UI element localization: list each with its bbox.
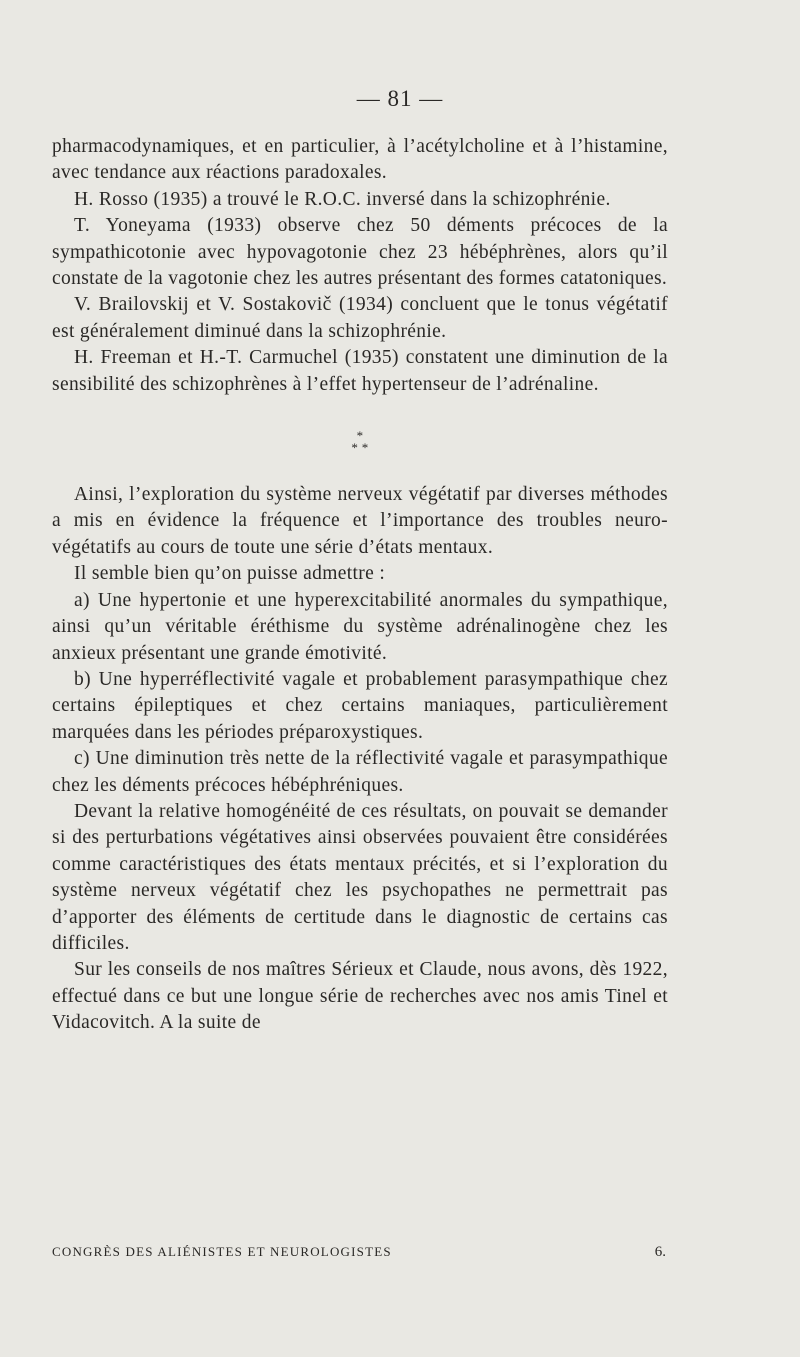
- paragraph: Ainsi, l’exploration du système nerveux végétatif par diverses méthodes a mis en évidence la fréquence et l’importance des troubles neuro-végétatifs au cours de toute une série d’états mentaux.: [52, 484, 668, 558]
- signature-mark: 6.: [654, 1244, 666, 1260]
- paragraph: Sur les conseils de nos maîtres Sérieux et Claude, nous avons, dès 1922, effectué dans ce but une longue série de recherches avec nos amis Tinel et Vidacovitch. A la suite de: [52, 959, 668, 1034]
- body-text: [52, 134, 668, 1037]
- page-number: — 81 —: [356, 86, 444, 111]
- asterism-bottom: * *: [351, 440, 369, 456]
- paragraph: b) Une hyperréflectivité vagale et probablement parasympathique chez certains épileptiques et chez certains maniaques, particulièrement marquées dans les périodes préparoxystiques.: [52, 668, 668, 743]
- paragraph: a) Une hypertonie et une hyperexcitabilité anormales du sympathique, ainsi qu’un véritable éréthisme du système adrénalinogène chez les anxieux présentant une grande émotivité.: [52, 589, 668, 664]
- paragraph: Devant la relative homogénéité de ces résultats, on pouvait se demander si des perturbations végétatives ainsi observées pouvaient être considérées comme caractéristiques des états mentaux précités, et si l’exploration du système nerveux végétatif chez les psychopathes ne permettrait pas d’apporter des éléments de certitude dans le diagnostic de certains cas difficiles.: [52, 800, 668, 954]
- paragraph: T. Yoneyama (1933) observe chez 50 déments précoces de la sympathicotonie avec hypovagotonie chez 23 hébéphrènes, alors qu’il constate de la vagotonie chez les autres présentant des formes catatoniques.: [52, 215, 668, 290]
- paragraph: H. Rosso (1935) a trouvé le R.O.C. inversé dans la schizophrénie.: [74, 188, 611, 210]
- paragraph: pharmacodynamiques, et en particulier, à l’acétylcholine et à l’histamine, avec tendance aux réactions paradoxales.: [52, 136, 668, 184]
- paragraph: Il semble bien qu’on puisse admettre :: [74, 563, 386, 585]
- asterism-top: *: [356, 428, 364, 444]
- page-footer: [52, 1244, 666, 1261]
- paragraph: c) Une diminution très nette de la réflectivité vagale et parasympathique chez les déments précoces hébéphréniques.: [52, 748, 668, 796]
- paragraph: H. Freeman et H.-T. Carmuchel (1935) constatent une diminution de la sensibilité des schizophrènes à l’effet hypertenseur de l’adrénaline.: [52, 347, 668, 395]
- running-title: CONGRÈS DES ALIÉNISTES ET NEUROLOGISTES: [52, 1244, 392, 1259]
- section-gap: [52, 460, 668, 482]
- asterism-separator: [52, 430, 668, 454]
- section-gap: [52, 398, 668, 420]
- paragraph: V. Brailovskij et V. Sostakovič (1934) concluent que le tonus végétatif est généralement diminué dans la schizophrénie.: [52, 294, 668, 342]
